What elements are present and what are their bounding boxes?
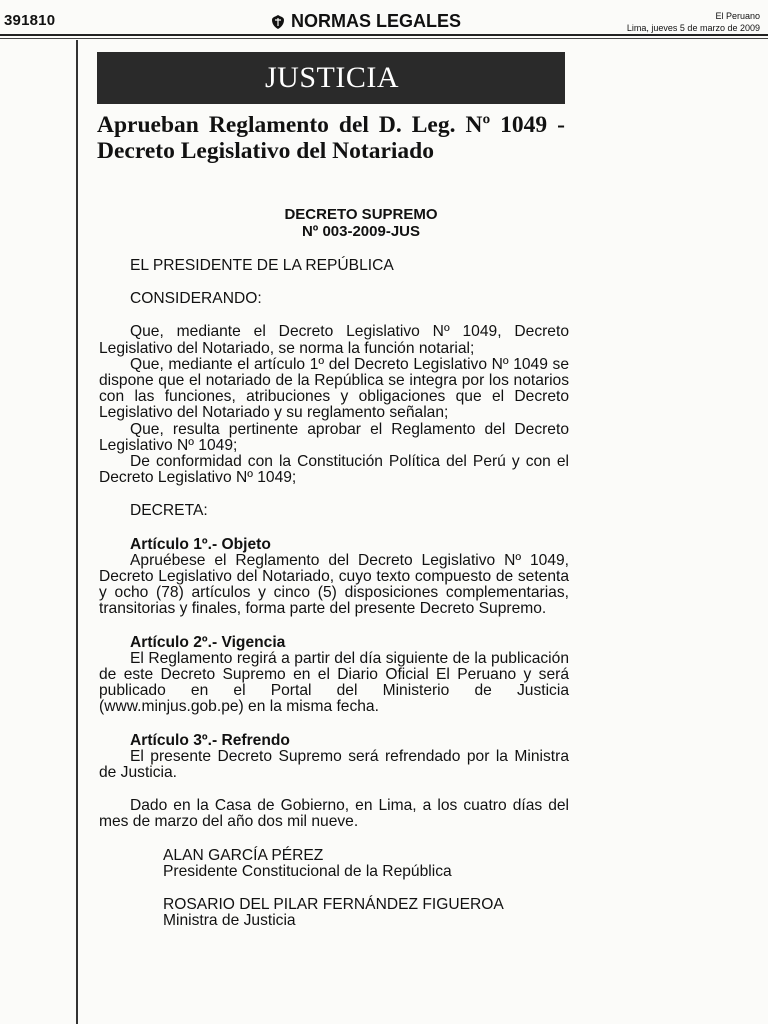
signatory-title: Presidente Constitucional de la República — [163, 862, 452, 880]
whereas-clause: Que, resulta pertinente aprobar el Reglamento del Decreto Legislativo Nº 1049; — [99, 420, 569, 454]
authority-line: EL PRESIDENTE DE LA REPÚBLICA — [130, 257, 394, 274]
considering-label: CONSIDERANDO: — [130, 290, 262, 308]
whereas-clause: Que, mediante el artículo 1º del Decreto Legislativo Nº 1049 se dispone que el notariado de la República se integra por los notarios con las funciones, atribuciones y obligaciones que el Decreto Legislativo del Notariado y su reglamento señalan; — [99, 355, 569, 422]
page-number: 391810 — [4, 12, 56, 29]
decree-body — [99, 258, 569, 930]
page-header — [0, 0, 768, 34]
article-text: Apruébese el Reglamento del Decreto Legislativo Nº 1049, Decreto Legislativo del Notariado, cuyo texto compuesto de setenta y ocho (78) artículos y cinco (5) disposiciones complementarias, transitorias y finales, forma parte del presente Decreto Supremo. — [99, 551, 569, 618]
header-rule — [0, 34, 768, 36]
article-heading: Artículo 3º.- Refrendo — [130, 731, 290, 749]
publication-name: NORMAS LEGALES — [291, 11, 462, 31]
decrees-label: DECRETA: — [130, 502, 208, 520]
article-heading: Artículo 1º.- Objeto — [130, 535, 271, 553]
publication-brand — [270, 11, 461, 32]
article-heading: Artículo 2º.- Vigencia — [130, 633, 286, 651]
coat-of-arms-icon — [270, 14, 286, 30]
date-line: Lima, jueves 5 de marzo de 2009 — [626, 23, 760, 33]
section-banner: JUSTICIA — [97, 52, 565, 104]
closing-statement: Dado en la Casa de Gobierno, en Lima, a los cuatro días del mes de marzo del año dos mil nueve. — [99, 797, 569, 831]
newspaper-name: El Peruano — [715, 11, 760, 21]
signatory-title: Ministra de Justicia — [163, 912, 296, 930]
signatory-name: ALAN GARCÍA PÉREZ — [163, 846, 324, 864]
signatory-name: ROSARIO DEL PILAR FERNÁNDEZ FIGUEROA — [163, 896, 504, 914]
column-divider — [76, 40, 78, 1024]
decree-number: Nº 003-2009-JUS — [301, 223, 421, 240]
decree-title — [97, 206, 565, 240]
article-text: El Reglamento regirá a partir del día siguiente de la publicación de este Decreto Supremo en el Diario Oficial El Peruano y será publicado en el Portal del Ministerio de Justicia (www.minjus.gob.pe) en la misma fecha. — [99, 649, 569, 716]
header-meta — [627, 10, 760, 34]
decree-type: DECRETO SUPREMO — [284, 206, 438, 223]
header-rule-thin — [0, 38, 768, 39]
article-text: El presente Decreto Supremo será refrendado por la Ministra de Justicia. — [99, 747, 569, 782]
article-headline: Aprueban Reglamento del D. Leg. Nº 1049 - Decreto Legislativo del Notariado — [97, 112, 565, 164]
whereas-clause: De conformidad con la Constitución Política del Perú y con el Decreto Legislativo Nº 1049; — [99, 453, 569, 487]
whereas-clause: Que, mediante el Decreto Legislativo Nº 1049, Decreto Legislativo del Notariado, se norma la función notarial; — [99, 323, 569, 357]
